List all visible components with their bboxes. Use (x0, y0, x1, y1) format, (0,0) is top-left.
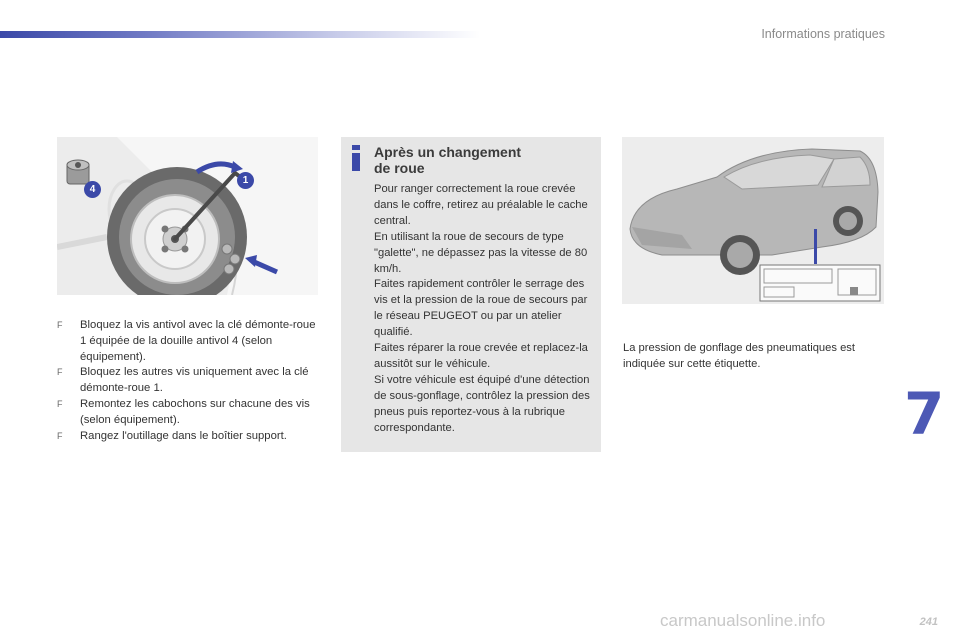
list-item: F Rangez l'outillage dans le boîtier support. (57, 429, 322, 445)
info-box-title: Après un changement de roue (374, 144, 522, 176)
info-paragraph: Faites réparer la roue crevée et replacez-la aussitôt sur le véhicule. (374, 342, 588, 370)
checkbox-marker-icon: F (57, 430, 63, 441)
list-item: F Bloquez la vis antivol avec la clé démonte-roue 1 équipée de la douille antivol 4 (selon équipement). (57, 319, 316, 363)
checkbox-marker-icon: F (57, 398, 63, 409)
page-number: 241 (919, 616, 938, 628)
info-icon (351, 145, 361, 171)
checkbox-marker-icon: F (57, 320, 63, 330)
car-caption: La pression de gonflage des pneumatiques est indiquée sur cette étiquette. (623, 342, 855, 370)
header-accent-bar (0, 31, 480, 38)
callout-4: 4 (84, 181, 101, 198)
instruction-list (57, 318, 322, 444)
list-item: F Remontez les cabochons sur chacune des vis (selon équipement). (57, 397, 310, 426)
watermark: carmanualsonline.info (660, 611, 826, 630)
list-item: F Bloquez les autres vis uniquement avec la clé démonte-roue 1. (57, 366, 309, 395)
checkbox-marker-icon: F (57, 367, 63, 378)
callout-1: 1 (237, 172, 254, 189)
wheel-change-illustration (57, 137, 318, 295)
info-paragraph: Si votre véhicule est équipé d'une détection de sous-gonflage, contrôlez la pression des pneus puis reportez-vous à la rubrique correspondante. (374, 373, 590, 434)
info-box (341, 137, 601, 452)
chapter-number: 7 (904, 380, 945, 448)
info-paragraph: Faites rapidement contrôler le serrage des vis et la pression de la roue de secours par le réseau PEUGEOT ou par un atelier qualifié. (374, 278, 588, 339)
info-paragraph: En utilisant la roue de secours de type "galette", ne dépassez pas la vitesse de 80 km/h. (374, 230, 588, 275)
info-box-body (374, 182, 596, 437)
car-tyre-label-illustration (622, 137, 884, 304)
info-paragraph: Pour ranger correctement la roue crevée dans le coffre, retirez au préalable le cache central. (374, 183, 588, 227)
section-title: Informations pratiques (761, 27, 885, 41)
